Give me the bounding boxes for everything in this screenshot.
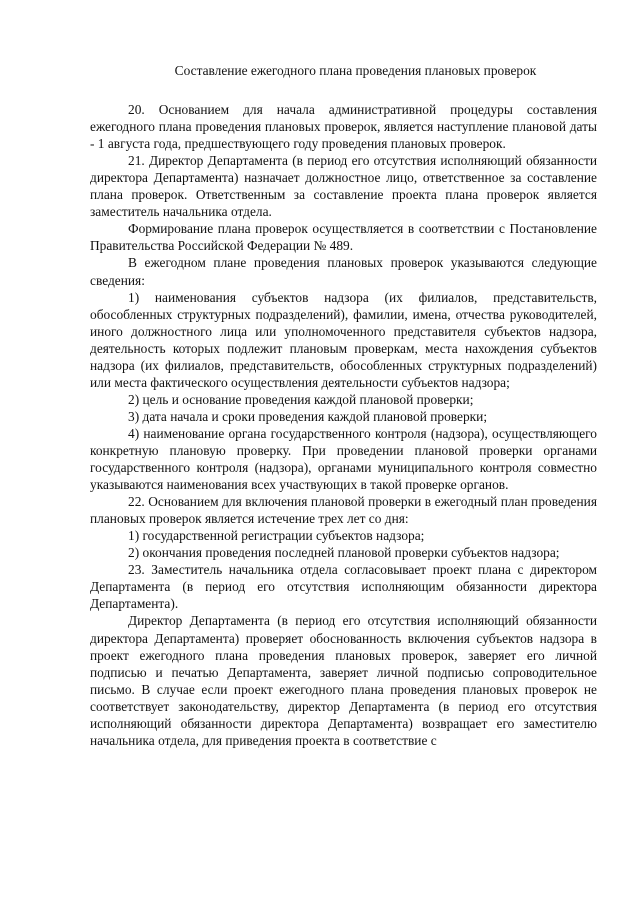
paragraph-director-review: Директор Департамента (в период его отсутствия исполняющий обязанности директора Департамента) проверяет обоснованность включения субъектов надзора в проект ежегодного плана проведения плановых проверок, заверяет его личной подписью и печатью Департамента, заверяет личной подписью сопроводительное письмо. В случае если проект ежегодного плана проведения плановых проверок не соответствует законодательству, директор Департамента (в период его отсутствия исполняющий обязанности директора Департамента) возвращает его заместителю начальника отдела, для приведения проекта в соответствие с [90, 613, 597, 748]
document-page [90, 62, 597, 749]
list-item-22-1: 1) государственной регистрации субъектов надзора; [128, 528, 425, 544]
list-item-1: 1) наименования субъектов надзора (их филиалов, представительств, обособленных структурных подразделений), фамилии, имена, отчества руководителей, иного должностного лица или уполномоченного представителя субъектов надзора, деятельность которых подлежит плановым проверкам, места нахождения субъектов надзора (их филиалов, представительств, обособленных структурных подразделений) или места фактического осуществления деятельности субъектов надзора; [90, 289, 597, 390]
list-item-2: 2) цель и основание проведения каждой плановой проверки; [128, 391, 474, 407]
list-item-22-2: 2) окончания проведения последней плановой проверки субъектов надзора; [128, 545, 560, 561]
paragraph-plan-contents: В ежегодном плане проведения плановых проверок указываются следующие сведения: [90, 255, 597, 288]
paragraph-plan-formation: Формирование плана проверок осуществляется в соответствии с Постановление Правительства Российской Федерации № 489. [90, 221, 597, 254]
list-item-4: 4) наименование органа государственного контроля (надзора), осуществляющего конкретную плановую проверку. При проведении плановой проверки органами государственного контроля (надзора), органами муниципального контроля совместно указываются наименования всех участвующих в такой проверке органов. [90, 425, 597, 493]
paragraph-20: 20. Основанием для начала административной процедуры составления ежегодного плана проведения плановых проверок, является наступление плановой даты - 1 августа года, предшествующего году проведения плановых проверок. [90, 102, 597, 152]
paragraph-21: 21. Директор Департамента (в период его отсутствия исполняющий обязанности директора Департамента) назначает должностное лицо, ответственное за составление плана проверок. Ответственным за составление проекта плана проверок является заместитель начальника отдела. [90, 153, 597, 220]
paragraph-22: 22. Основанием для включения плановой проверки в ежегодный план проведения плановых проверок является истечение трех лет со дня: [90, 494, 597, 527]
paragraph-23: 23. Заместитель начальника отдела согласовывает проект плана с директором Департамента (в период его отсутствия исполняющим обязанности директора Департамента). [90, 562, 597, 612]
list-item-3: 3) дата начала и сроки проведения каждой плановой проверки; [128, 408, 488, 424]
section-title: Составление ежегодного плана проведения плановых проверок [174, 63, 537, 78]
